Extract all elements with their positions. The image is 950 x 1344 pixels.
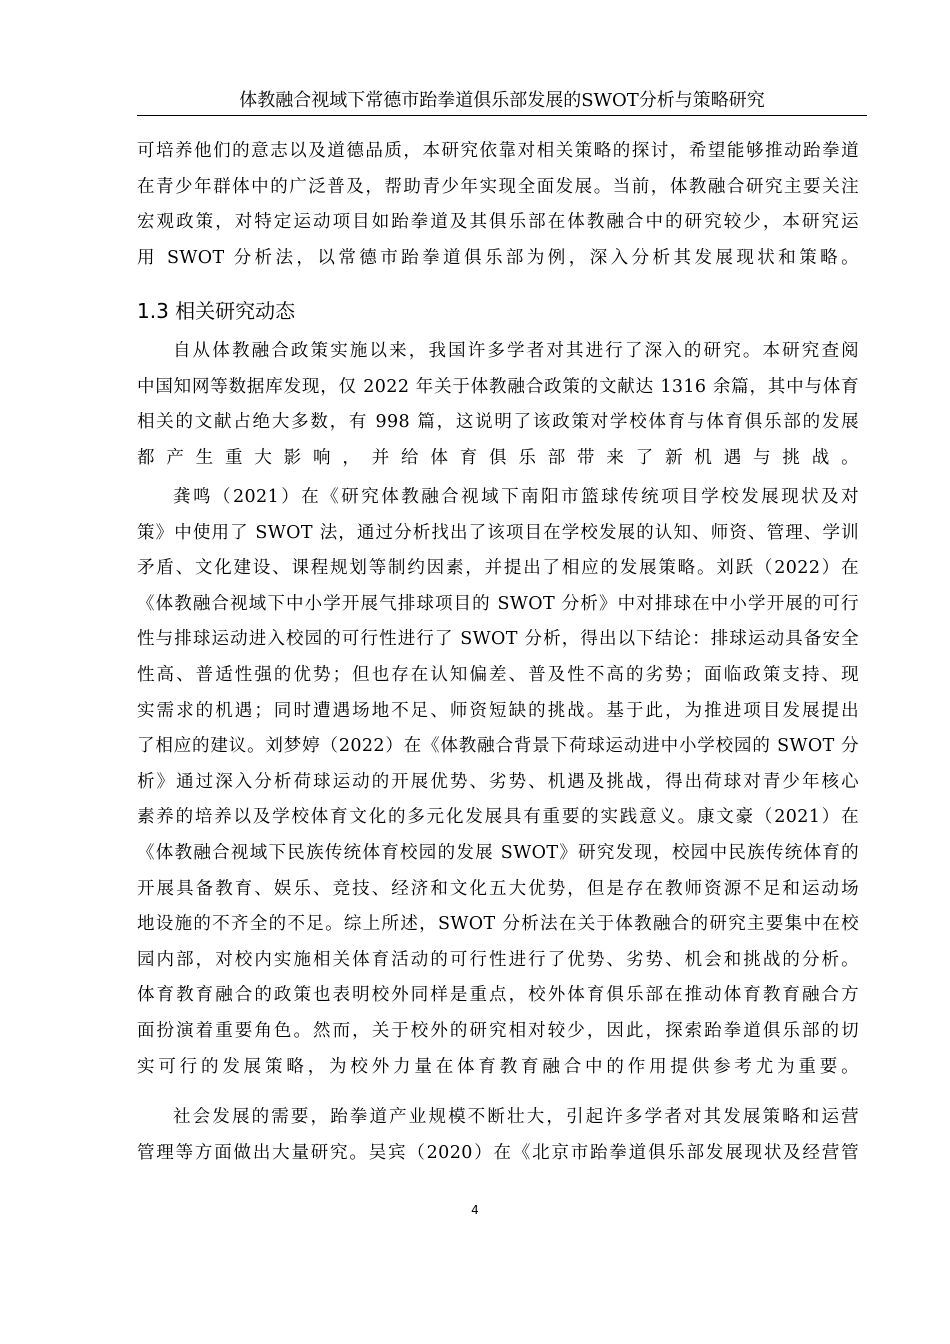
intro-paragraph	[137, 134, 859, 276]
paragraph-industry-research	[137, 1100, 859, 1171]
header-divider	[137, 115, 867, 116]
text-line: 性高、普适性强的优势；但也存在认知偏差、普及性不高的劣势；面临政策支持、现	[137, 664, 859, 685]
text-line: 矛盾、文化建设、课程规划等制约因素，并提出了相应的发展策略。刘跃（2022）在	[137, 558, 859, 579]
text-line: 《体教融合视域下中小学开展气排球项目的 SWOT 分析》中对排球在中小学开展的可行	[137, 593, 859, 614]
text-line: 开展具备教育、娱乐、竞技、经济和文化五大优势，但是存在教师资源不足和运动场	[137, 878, 859, 899]
text-line: 析》通过深入分析荷球运动的开展优势、劣势、机遇及挑战，得出荷球对青少年核心	[137, 771, 859, 792]
section-heading: 1.3 相关研究动态	[137, 299, 296, 323]
text-line: 实可行的发展策略，为校外力量在体育教育融合中的作用提供参考尤为重要。	[137, 1056, 859, 1077]
page-number: 4	[471, 1203, 479, 1217]
text-line: 实需求的机遇；同时遭遇场地不足、师资短缺的挑战。基于此，为推进项目发展提出	[137, 700, 859, 721]
paragraph-policy-overview	[137, 334, 859, 476]
text-line: 素养的培养以及学校体育文化的多元化发展具有重要的实践意义。康文豪（2021）在	[137, 807, 859, 828]
text-line: 地设施的不齐全的不足。综上所述，SWOT 分析法在关于体教融合的研究主要集中在校	[137, 914, 859, 935]
text-line: 中国知网等数据库发现，仅 2022 年关于体教融合政策的文献达 1316 余篇，其中与体育	[137, 376, 859, 397]
text-line: 《体教融合视域下民族传统体育校园的发展 SWOT》研究发现，校园中民族传统体育的	[137, 842, 859, 863]
text-line: 用 SWOT 分析法，以常德市跆拳道俱乐部为例，深入分析其发展现状和策略。	[137, 247, 859, 268]
text-line: 在青少年群体中的广泛普及，帮助青少年实现全面发展。当前，体教融合研究主要关注	[137, 176, 859, 197]
text-line: 相关的文献占绝大多数，有 998 篇，这说明了该政策对学校体育与体育俱乐部的发展	[137, 412, 859, 433]
text-line: 可培养他们的意志以及道德品质，本研究依靠对相关策略的探讨，希望能够推动跆拳道	[137, 141, 859, 161]
text-line: 了相应的建议。刘梦婷（2022）在《体教融合背景下荷球运动进中小学校园的 SWOT 分	[137, 736, 859, 757]
paragraph-swot-literature	[137, 480, 859, 1085]
text-line: 都产生重大影响，并给体育俱乐部带来了新机遇与挑战。	[137, 447, 859, 468]
page-header: 体教融合视域下常德市跆拳道俱乐部发展的SWOT分析与策略研究	[239, 90, 765, 111]
text-line: 策》中使用了 SWOT 法，通过分析找出了该项目在学校发展的认知、师资、管理、学训	[137, 522, 859, 543]
text-line: 社会发展的需要，跆拳道产业规模不断壮大，引起许多学者对其发展策略和运营	[173, 1107, 859, 1127]
text-line: 自从体教融合政策实施以来，我国许多学者对其进行了深入的研究。本研究查阅	[173, 341, 859, 361]
text-line: 管理等方面做出大量研究。吴宾（2020）在《北京市跆拳道俱乐部发展现状及经营管	[137, 1142, 859, 1163]
text-line: 园内部，对校内实施相关体育活动的可行性进行了优势、劣势、机会和挑战的分析。	[137, 949, 859, 970]
text-line: 宏观政策，对特定运动项目如跆拳道及其俱乐部在体教融合中的研究较少，本研究运	[137, 212, 859, 233]
text-line: 面扮演着重要角色。然而，关于校外的研究相对较少，因此，探索跆拳道俱乐部的切	[137, 1020, 859, 1041]
text-line: 龚鸣（2021）在《研究体教融合视域下南阳市篮球传统项目学校发展现状及对	[173, 487, 859, 507]
text-line: 体育教育融合的政策也表明校外同样是重点，校外体育俱乐部在推动体育教育融合方	[137, 985, 859, 1006]
text-line: 性与排球运动进入校园的可行性进行了 SWOT 分析，得出以下结论：排球运动具备安全	[137, 629, 859, 650]
